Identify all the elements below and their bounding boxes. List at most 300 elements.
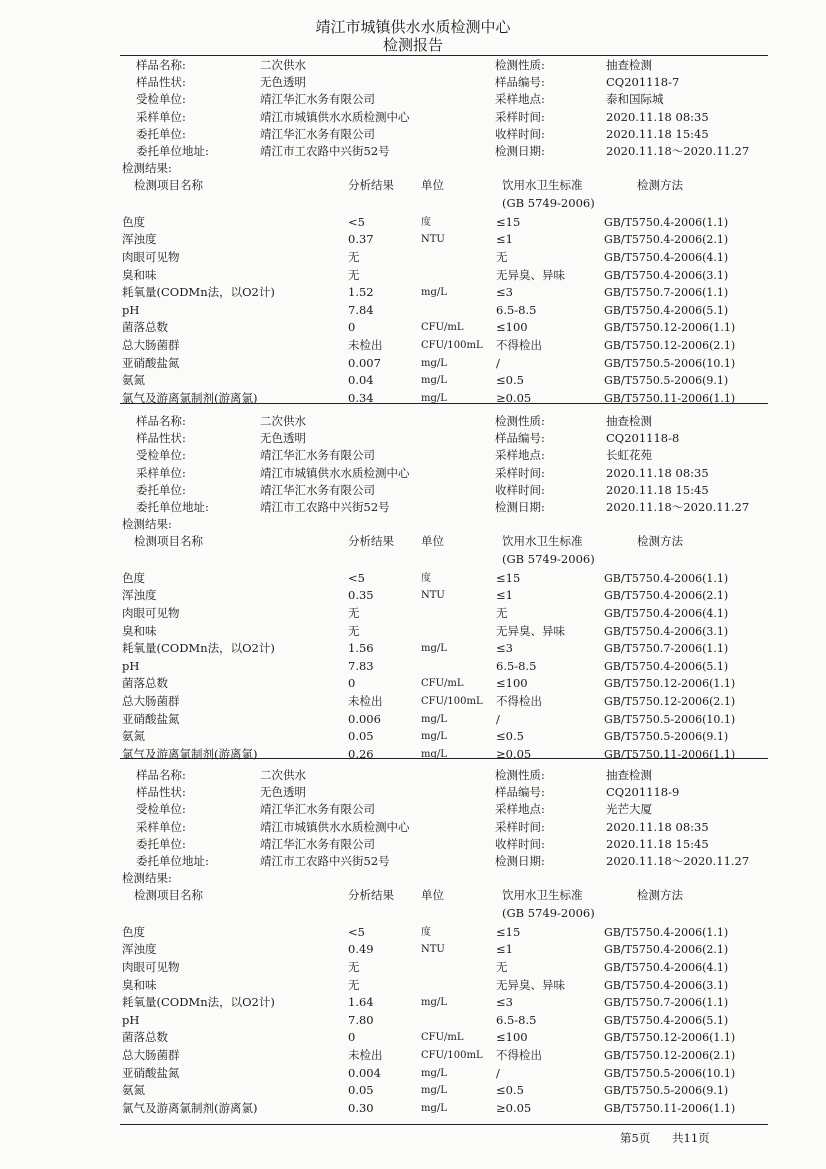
cell-item: 亚硝酸盐氮 [122, 355, 180, 370]
cell-standard: 无 [496, 960, 508, 974]
cell-result: <5 [348, 924, 365, 939]
cell-result: 无 [348, 977, 360, 992]
cell-item: 总大肠菌群 [122, 1048, 180, 1062]
cell-method: GB/T5750.4-2006(1.1) [604, 215, 729, 229]
cell-result: 0 [348, 1030, 356, 1045]
cell-method: GB/T5750.7-2006(1.1) [604, 996, 729, 1010]
cell-item: 亚硝酸盐氮 [122, 711, 180, 726]
info-row [0, 447, 826, 464]
cell-item: 浑浊度 [122, 588, 157, 603]
cell-standard: ≤100 [496, 1030, 528, 1045]
header-result: 分析结果 [348, 534, 394, 549]
table-row [0, 728, 826, 746]
info-value-test-nature: 抽查检测 [606, 58, 652, 72]
cell-result: 1.64 [348, 995, 374, 1010]
info-value-sampling-time: 2020.11.18 08:35 [606, 109, 709, 124]
table-row [0, 1100, 826, 1118]
info-label-sample-name: 样品名称: [136, 414, 186, 428]
cell-standard: ≤100 [496, 676, 528, 691]
info-row [0, 74, 826, 91]
header-item: 检测项目名称 [134, 534, 203, 549]
cell-result: 1.56 [348, 641, 374, 656]
cell-standard: / [496, 355, 500, 370]
table-row [0, 977, 826, 995]
bottom-divider [120, 1124, 768, 1125]
cell-item: 耗氧量(CODMn法，以O2计) [122, 995, 275, 1010]
info-label-test-date: 检测日期: [495, 854, 545, 868]
info-value-sample-state: 无色透明 [260, 75, 306, 90]
info-value-sampling-unit: 靖江市城镇供水水质检测中心 [260, 819, 410, 834]
cell-unit: CFU/100mL [421, 340, 483, 351]
cell-item: 浑浊度 [122, 232, 157, 247]
cell-result: 0.05 [348, 1083, 374, 1098]
cell-item: 氯气及游离氯制剂(游离氯) [122, 390, 258, 405]
header-standard-ref: (GB 5749-2006) [502, 551, 595, 566]
cell-standard: 不得检出 [496, 338, 542, 352]
info-label-client-unit: 委托单位: [136, 482, 186, 497]
cell-result: 7.80 [348, 1012, 374, 1027]
top-divider [120, 55, 768, 56]
cell-unit: NTU [421, 944, 445, 956]
cell-standard: 6.5-8.5 [496, 658, 537, 673]
cell-method: GB/T5750.12-2006(2.1) [604, 695, 736, 708]
cell-result: 0.37 [348, 232, 374, 247]
info-value-client-unit: 靖江华汇水务有限公司 [260, 482, 375, 497]
cell-unit: CFU/mL [421, 322, 464, 334]
cell-item: 色度 [122, 570, 145, 585]
info-value-sampling-site: 长虹花苑 [606, 448, 652, 463]
cell-unit: mg/L [421, 1085, 447, 1097]
table-row [0, 959, 826, 977]
table-row [0, 267, 826, 285]
info-row [0, 801, 826, 818]
info-value-sample-name: 二次供水 [260, 58, 306, 72]
info-value-sampling-site: 光芒大厦 [606, 802, 652, 817]
header-method: 检测方法 [637, 178, 683, 193]
info-label-inspected-unit: 受检单位: [136, 802, 186, 817]
cell-unit: CFU/mL [421, 1032, 464, 1044]
section-divider [120, 758, 768, 759]
cell-item: 总大肠菌群 [122, 338, 180, 352]
info-value-test-date: 2020.11.18～2020.11.27 [606, 854, 750, 868]
info-value-test-date: 2020.11.18～2020.11.27 [606, 144, 750, 158]
cell-item: 氨氮 [122, 729, 145, 744]
cell-item: 耗氧量(CODMn法，以O2计) [122, 641, 275, 656]
info-row [0, 413, 826, 430]
info-label-receive-time: 收样时间: [495, 836, 545, 851]
cell-standard: ≤0.5 [496, 373, 524, 388]
cell-item: pH [122, 658, 140, 673]
cell-item: 浑浊度 [122, 942, 157, 957]
table-header-ref [0, 195, 826, 212]
cell-result: 无 [348, 623, 360, 638]
table-row [0, 372, 826, 390]
cell-unit: mg/L [421, 392, 447, 404]
table-row [0, 231, 826, 249]
cell-standard: 无异臭、异味 [496, 267, 565, 282]
cell-unit: 度 [421, 572, 431, 584]
cell-unit: NTU [421, 590, 445, 602]
table-row [0, 355, 826, 373]
cell-unit: 度 [421, 926, 431, 938]
cell-result: 0.34 [348, 390, 374, 405]
table-header-ref [0, 905, 826, 922]
info-value-inspected-unit: 靖江华汇水务有限公司 [260, 92, 375, 107]
section-divider [120, 403, 768, 404]
cell-method: GB/T5750.11-2006(1.1) [604, 1101, 736, 1115]
info-value-sampling-unit: 靖江市城镇供水水质检测中心 [260, 109, 410, 124]
cell-method: GB/T5750.7-2006(1.1) [604, 286, 729, 300]
header-standard-ref: (GB 5749-2006) [502, 905, 595, 920]
cell-method: GB/T5750.4-2006(5.1) [604, 303, 729, 317]
info-row [0, 836, 826, 853]
result-title: 检测结果: [122, 517, 172, 532]
cell-unit: mg/L [421, 375, 447, 387]
cell-result: 未检出 [348, 338, 383, 352]
info-value-sampling-time: 2020.11.18 08:35 [606, 465, 709, 480]
cell-item: 色度 [122, 214, 145, 229]
cell-result: 未检出 [348, 694, 383, 708]
info-row [0, 784, 826, 801]
info-label-sampling-site: 采样地点: [495, 92, 545, 107]
info-label-client-address: 委托单位地址: [136, 144, 209, 158]
info-label-inspected-unit: 受检单位: [136, 92, 186, 107]
report-title: 靖江市城镇供水水质检测中心 [315, 18, 511, 36]
cell-method: GB/T5750.7-2006(1.1) [604, 642, 729, 656]
info-value-client-unit: 靖江华汇水务有限公司 [260, 126, 375, 141]
cell-standard: 不得检出 [496, 1048, 542, 1062]
info-label-sample-name: 样品名称: [136, 58, 186, 72]
info-label-sampling-unit: 采样单位: [136, 465, 186, 480]
cell-standard: / [496, 1065, 500, 1080]
cell-result: 0.007 [348, 355, 381, 370]
cell-result: 0 [348, 676, 356, 691]
cell-result: 0.04 [348, 373, 374, 388]
cell-result: 无 [348, 606, 360, 620]
cell-standard: ≤1 [496, 588, 513, 603]
table-row [0, 214, 826, 232]
cell-standard: ≤3 [496, 995, 513, 1010]
cell-item: 臭和味 [122, 623, 157, 638]
cell-method: GB/T5750.4-2006(2.1) [604, 233, 729, 247]
cell-result: 0.004 [348, 1065, 381, 1080]
table-row [0, 1029, 826, 1047]
info-value-sample-state: 无色透明 [260, 785, 306, 800]
info-label-sample-no: 样品编号: [495, 75, 545, 90]
table-row [0, 640, 826, 658]
cell-standard: ≥0.05 [496, 746, 532, 761]
info-label-receive-time: 收样时间: [495, 482, 545, 497]
table-row [0, 570, 826, 588]
cell-result: 7.84 [348, 302, 374, 317]
table-row [0, 1012, 826, 1030]
cell-result: 0 [348, 320, 356, 335]
cell-method: GB/T5750.4-2006(2.1) [604, 943, 729, 957]
cell-item: 色度 [122, 924, 145, 939]
info-value-test-nature: 抽查检测 [606, 414, 652, 428]
header-standard-ref: (GB 5749-2006) [502, 195, 595, 210]
info-row [0, 91, 826, 108]
cell-standard: 无 [496, 250, 508, 264]
cell-unit: CFU/mL [421, 678, 464, 690]
cell-standard: ≤100 [496, 320, 528, 335]
info-row [0, 430, 826, 447]
info-label-inspected-unit: 受检单位: [136, 448, 186, 463]
report-subtitle: 检测报告 [382, 36, 443, 54]
info-label-sample-state: 样品性状: [136, 431, 186, 446]
cell-result: 0.30 [348, 1100, 374, 1115]
cell-result: 无 [348, 267, 360, 282]
cell-method: GB/T5750.4-2006(3.1) [604, 978, 729, 992]
table-header [0, 533, 826, 550]
table-header [0, 177, 826, 194]
cell-method: GB/T5750.11-2006(1.1) [604, 747, 736, 761]
cell-method: GB/T5750.12-2006(2.1) [604, 339, 736, 352]
info-value-test-nature: 抽查检测 [606, 768, 652, 782]
table-row [0, 941, 826, 959]
cell-result: 0.49 [348, 942, 374, 957]
cell-item: 肉眼可见物 [122, 960, 180, 974]
table-row [0, 302, 826, 320]
table-row [0, 587, 826, 605]
table-row [0, 623, 826, 641]
info-label-client-unit: 委托单位: [136, 126, 186, 141]
cell-item: 臭和味 [122, 977, 157, 992]
table-header-ref [0, 551, 826, 568]
cell-item: 氯气及游离氯制剂(游离氯) [122, 746, 258, 761]
cell-unit: mg/L [421, 357, 447, 369]
cell-result: 0.35 [348, 588, 374, 603]
header-standard: 饮用水卫生标准 [502, 888, 583, 903]
table-row [0, 1065, 826, 1083]
cell-standard: 6.5-8.5 [496, 1012, 537, 1027]
cell-item: 肉眼可见物 [122, 606, 180, 620]
page-number: 第5页 [620, 1131, 651, 1145]
info-value-receive-time: 2020.11.18 15:45 [606, 126, 709, 141]
cell-unit: mg/L [421, 997, 447, 1009]
cell-standard: 无异臭、异味 [496, 623, 565, 638]
info-value-test-date: 2020.11.18～2020.11.27 [606, 500, 750, 514]
table-row [0, 319, 826, 337]
info-label-test-date: 检测日期: [495, 500, 545, 514]
cell-unit: mg/L [421, 287, 447, 299]
cell-standard: ≤3 [496, 285, 513, 300]
info-value-inspected-unit: 靖江华汇水务有限公司 [260, 448, 375, 463]
cell-method: GB/T5750.5-2006(9.1) [604, 374, 729, 388]
table-row [0, 284, 826, 302]
cell-item: 氯气及游离氯制剂(游离氯) [122, 1100, 258, 1115]
cell-method: GB/T5750.12-2006(1.1) [604, 321, 736, 335]
info-value-sample-name: 二次供水 [260, 414, 306, 428]
cell-result: 无 [348, 960, 360, 974]
cell-item: pH [122, 302, 140, 317]
info-label-sampling-unit: 采样单位: [136, 109, 186, 124]
header-result: 分析结果 [348, 888, 394, 903]
table-row [0, 746, 826, 764]
cell-unit: CFU/100mL [421, 696, 483, 707]
cell-method: GB/T5750.4-2006(4.1) [604, 251, 729, 264]
cell-result: 0.05 [348, 729, 374, 744]
cell-standard: ≤1 [496, 942, 513, 957]
cell-standard: 6.5-8.5 [496, 302, 537, 317]
table-row [0, 693, 826, 711]
cell-method: GB/T5750.4-2006(4.1) [604, 961, 729, 974]
table-header [0, 887, 826, 904]
table-row [0, 390, 826, 408]
info-row [0, 143, 826, 160]
info-row [0, 57, 826, 74]
cell-unit: mg/L [421, 713, 447, 725]
cell-result: <5 [348, 570, 365, 585]
info-value-receive-time: 2020.11.18 15:45 [606, 482, 709, 497]
header-standard: 饮用水卫生标准 [502, 534, 583, 549]
table-row [0, 711, 826, 729]
header-item: 检测项目名称 [134, 178, 203, 193]
cell-method: GB/T5750.4-2006(5.1) [604, 1013, 729, 1027]
info-label-sampling-time: 采样时间: [495, 109, 545, 124]
cell-item: 总大肠菌群 [122, 694, 180, 708]
cell-result: 未检出 [348, 1048, 383, 1062]
cell-unit: 度 [421, 216, 431, 228]
cell-standard: ≥0.05 [496, 390, 532, 405]
cell-standard: 无异臭、异味 [496, 977, 565, 992]
cell-result: <5 [348, 214, 365, 229]
info-label-test-date: 检测日期: [495, 144, 545, 158]
table-row [0, 675, 826, 693]
info-value-sampling-site: 泰和国际城 [606, 92, 664, 107]
info-label-client-unit: 委托单位: [136, 836, 186, 851]
cell-item: 菌落总数 [122, 1030, 168, 1045]
info-value-sampling-time: 2020.11.18 08:35 [606, 819, 709, 834]
cell-result: 无 [348, 250, 360, 264]
info-label-receive-time: 收样时间: [495, 126, 545, 141]
info-value-client-address: 靖江市工农路中兴街52号 [260, 854, 390, 868]
cell-standard: ≤0.5 [496, 729, 524, 744]
cell-standard: ≤15 [496, 570, 521, 585]
info-value-sample-name: 二次供水 [260, 768, 306, 782]
result-title: 检测结果: [122, 871, 172, 886]
cell-method: GB/T5750.5-2006(10.1) [604, 356, 736, 370]
cell-result: 0.006 [348, 711, 381, 726]
cell-method: GB/T5750.5-2006(9.1) [604, 1084, 729, 1098]
cell-method: GB/T5750.4-2006(3.1) [604, 268, 729, 282]
cell-item: 菌落总数 [122, 320, 168, 335]
cell-method: GB/T5750.11-2006(1.1) [604, 391, 736, 405]
info-value-sample-no: CQ201118-7 [606, 75, 680, 90]
cell-item: 肉眼可见物 [122, 250, 180, 264]
table-row [0, 249, 826, 267]
cell-method: GB/T5750.12-2006(1.1) [604, 677, 736, 691]
cell-standard: ≤15 [496, 924, 521, 939]
cell-item: 臭和味 [122, 267, 157, 282]
info-row [0, 819, 826, 836]
info-value-sample-no: CQ201118-9 [606, 785, 680, 800]
header-unit: 单位 [421, 888, 444, 903]
header-standard: 饮用水卫生标准 [502, 178, 583, 193]
info-value-sampling-unit: 靖江市城镇供水水质检测中心 [260, 465, 410, 480]
cell-result: 1.52 [348, 285, 374, 300]
info-label-sample-state: 样品性状: [136, 75, 186, 90]
cell-method: GB/T5750.5-2006(9.1) [604, 730, 729, 744]
info-value-client-address: 靖江市工农路中兴街52号 [260, 500, 390, 514]
info-value-client-address: 靖江市工农路中兴街52号 [260, 144, 390, 158]
cell-unit: CFU/100mL [421, 1050, 483, 1061]
cell-standard: ≤0.5 [496, 1083, 524, 1098]
info-row [0, 499, 826, 516]
table-row [0, 994, 826, 1012]
info-label-sampling-site: 采样地点: [495, 802, 545, 817]
table-row [0, 1082, 826, 1100]
table-row [0, 605, 826, 623]
cell-method: GB/T5750.12-2006(1.1) [604, 1031, 736, 1045]
cell-standard: ≤15 [496, 214, 521, 229]
info-label-client-address: 委托单位地址: [136, 500, 209, 514]
info-label-test-nature: 检测性质: [495, 768, 545, 782]
info-row [0, 109, 826, 126]
result-title: 检测结果: [122, 161, 172, 176]
header-item: 检测项目名称 [134, 888, 203, 903]
cell-method: GB/T5750.4-2006(4.1) [604, 607, 729, 620]
cell-method: GB/T5750.12-2006(2.1) [604, 1049, 736, 1062]
info-row [0, 767, 826, 784]
info-label-sampling-site: 采样地点: [495, 448, 545, 463]
table-row [0, 337, 826, 355]
info-label-test-nature: 检测性质: [495, 414, 545, 428]
info-value-inspected-unit: 靖江华汇水务有限公司 [260, 802, 375, 817]
cell-item: 耗氧量(CODMn法，以O2计) [122, 285, 275, 300]
cell-unit: mg/L [421, 731, 447, 743]
cell-unit: NTU [421, 234, 445, 246]
header-method: 检测方法 [637, 888, 683, 903]
header-unit: 单位 [421, 178, 444, 193]
info-label-sample-name: 样品名称: [136, 768, 186, 782]
info-value-sample-no: CQ201118-8 [606, 431, 680, 446]
info-row [0, 465, 826, 482]
cell-item: 亚硝酸盐氮 [122, 1065, 180, 1080]
header-method: 检测方法 [637, 534, 683, 549]
info-value-client-unit: 靖江华汇水务有限公司 [260, 836, 375, 851]
cell-method: GB/T5750.5-2006(10.1) [604, 1066, 736, 1080]
info-value-sample-state: 无色透明 [260, 431, 306, 446]
info-label-client-address: 委托单位地址: [136, 854, 209, 868]
cell-unit: mg/L [421, 643, 447, 655]
info-value-receive-time: 2020.11.18 15:45 [606, 836, 709, 851]
cell-standard: ≥0.05 [496, 1100, 532, 1115]
cell-result: 0.26 [348, 746, 374, 761]
cell-method: GB/T5750.4-2006(3.1) [604, 624, 729, 638]
info-row [0, 482, 826, 499]
header-result: 分析结果 [348, 178, 394, 193]
cell-standard: ≤3 [496, 641, 513, 656]
cell-item: 菌落总数 [122, 676, 168, 691]
info-row [0, 126, 826, 143]
cell-unit: mg/L [421, 1102, 447, 1114]
cell-standard: ≤1 [496, 232, 513, 247]
info-row [0, 853, 826, 870]
info-label-sample-no: 样品编号: [495, 785, 545, 800]
cell-method: GB/T5750.4-2006(1.1) [604, 571, 729, 585]
info-label-sample-no: 样品编号: [495, 431, 545, 446]
table-row [0, 924, 826, 942]
cell-unit: mg/L [421, 1067, 447, 1079]
cell-method: GB/T5750.4-2006(5.1) [604, 659, 729, 673]
info-label-sample-state: 样品性状: [136, 785, 186, 800]
cell-method: GB/T5750.4-2006(1.1) [604, 925, 729, 939]
cell-standard: / [496, 711, 500, 726]
cell-standard: 无 [496, 606, 508, 620]
cell-item: 氨氮 [122, 1083, 145, 1098]
page-total: 共11页 [672, 1131, 710, 1145]
